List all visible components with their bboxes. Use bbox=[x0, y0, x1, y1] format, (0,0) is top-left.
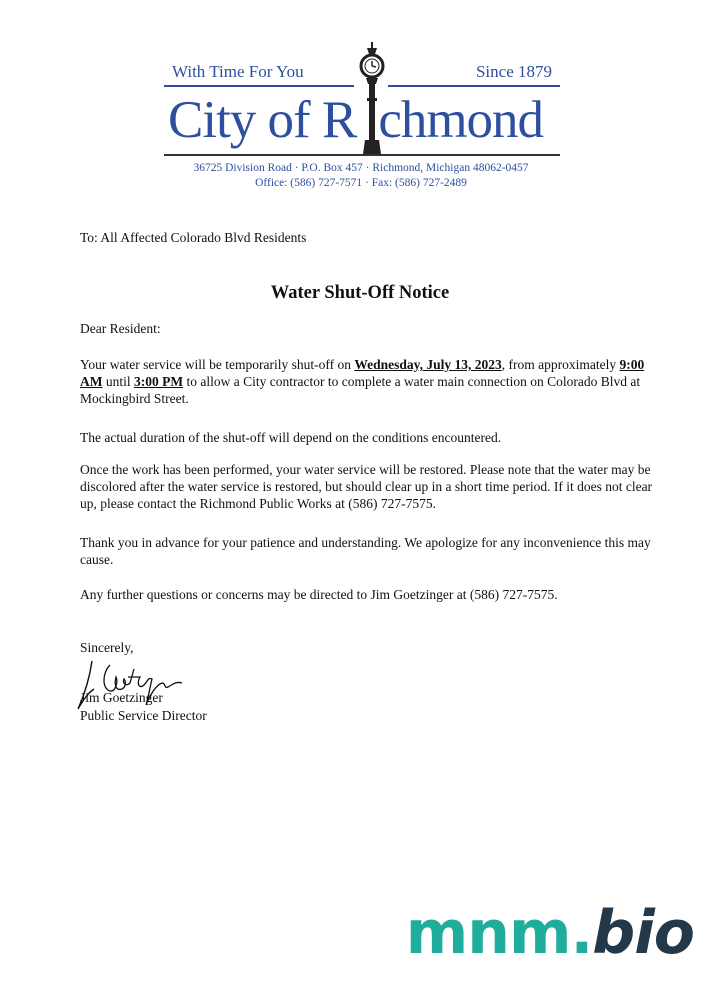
letterhead-rule-left bbox=[164, 85, 354, 87]
end-time: 3:00 PM bbox=[134, 374, 184, 389]
city-address: 36725 Division Road · P.O. Box 457 · Richmond, Michigan 48062-0457 bbox=[193, 162, 529, 174]
paragraph-contact: Any further questions or concerns may be directed to Jim Goetzinger at (586) 727-7575. bbox=[80, 587, 558, 602]
p1-text-4: to allow a City contractor to complete a water main connection on Colorado Blvd at Mockingbird Street. bbox=[80, 374, 641, 406]
city-name-suffix: chmond bbox=[378, 91, 544, 149]
tagline-right: Since 1879 bbox=[475, 62, 552, 81]
clock-tower-icon bbox=[356, 42, 388, 156]
p1-text-1: Your water service will be temporarily shut-off on bbox=[80, 357, 355, 372]
paragraph-duration: The actual duration of the shut-off will depend on the conditions encountered. bbox=[80, 430, 502, 445]
watermark-part1: mnm. bbox=[405, 898, 593, 968]
city-name-prefix: City of R bbox=[168, 91, 357, 149]
p1-text-2: , from approximately bbox=[501, 357, 620, 372]
letterhead bbox=[162, 42, 560, 202]
paragraph-schedule bbox=[80, 356, 660, 407]
closing: Sincerely, bbox=[80, 640, 134, 655]
shutoff-date: Wednesday, July 13, 2023 bbox=[354, 357, 502, 372]
start-time: 9:00 AM bbox=[80, 357, 645, 389]
signer-title: Public Service Director bbox=[80, 708, 207, 723]
paragraph-restoration: Once the work has been performed, your water service will be restored. Please note that the water may be discolored after the water service is restored, but should clear up in a short time period. If it does not clear up, please contact the Richmond Public Works at (586) 727-7575. bbox=[80, 462, 653, 511]
letterhead-rule-right bbox=[388, 85, 560, 87]
letterhead-rule-bottom bbox=[164, 154, 560, 156]
city-contact: Office: (586) 727-7571 · Fax: (586) 727-2489 bbox=[255, 177, 467, 189]
signer-name: Jim Goetzinger bbox=[80, 690, 163, 705]
notice-title: Water Shut-Off Notice bbox=[270, 283, 450, 303]
watermark-logo bbox=[406, 893, 694, 973]
watermark-part2: bio bbox=[592, 898, 694, 968]
recipient-line: To: All Affected Colorado Blvd Residents bbox=[80, 230, 307, 245]
p1-text-3: until bbox=[102, 374, 135, 389]
salutation: Dear Resident: bbox=[80, 321, 161, 336]
paragraph-thanks: Thank you in advance for your patience and understanding. We apologize for any inconvenience this may cause. bbox=[80, 535, 651, 567]
tagline-left: With Time For You bbox=[172, 62, 304, 81]
